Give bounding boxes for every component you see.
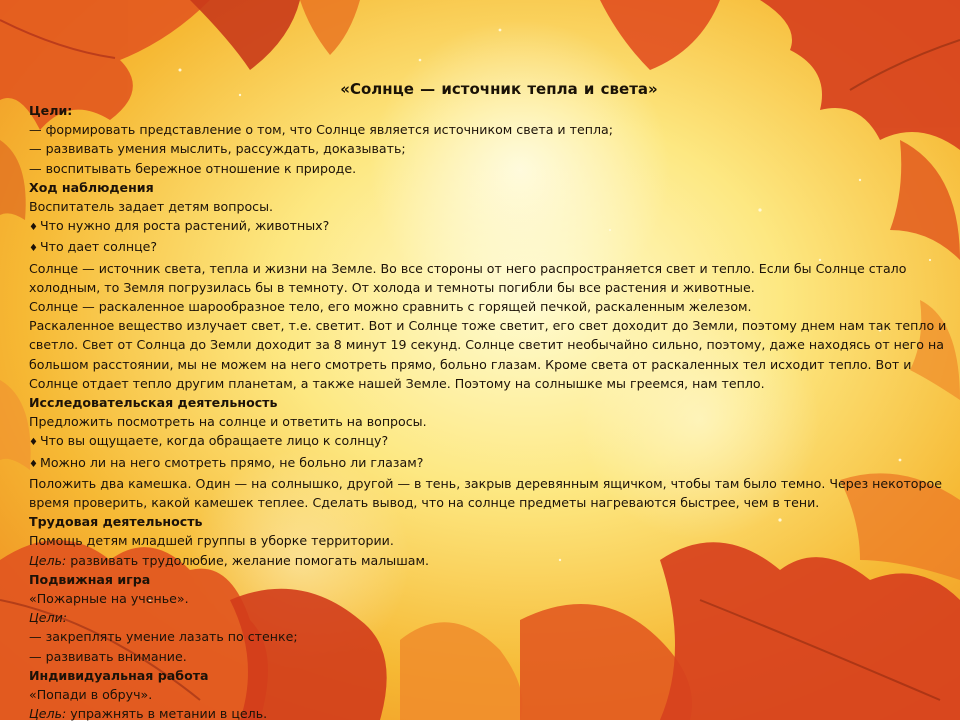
research-heading: Исследовательская деятельность (29, 395, 278, 411)
observation-paragraph: Раскаленное вещество излучает свет, т.е. светит. Вот и Солнце тоже светит, его свет доходит до Земли, поэтому днем нам так тепло и светло. Свет от Солнца до Земли доходит за 8 минут 19 секунд. Солнце светит необычайно сильно, поэтому, даже находясь от него на большом расстоянии, мы не можем на него смотреть прямо, больно глазам. Кроме света от раскаленных тел исходит тепло. Вот и Солнце отдает тепло другим планетам, а также нашей Земле. Поэтому на солнышке мы греемся, нам тепло. (29, 318, 947, 391)
goal-text: упражнять в метании в цель. (66, 706, 268, 722)
observation-question (29, 216, 949, 237)
research-question (29, 431, 949, 452)
individual-heading: Индивидуальная работа (29, 667, 209, 683)
observation-paragraph: Солнце — источник света, тепла и жизни на Земле. Во все стороны от него распространяется свет и тепло. Если бы Солнце стало холодным, то Земля погрузилась бы в темноту. От холода и темноты погибли бы все растения и животные. (29, 260, 907, 295)
goal-label: Цель: (29, 552, 67, 568)
goal-text: развивать трудолюбие, желание помогать малышам. (66, 552, 429, 568)
diamond-bullet-icon: ♦ (29, 222, 38, 234)
diamond-bullet-icon: ♦ (29, 458, 38, 470)
labor-heading: Трудовая деятельность (29, 514, 203, 530)
game-goals-label: Цели: (29, 610, 68, 626)
question-text: Что нужно для роста растений, животных? (39, 218, 330, 234)
observation-intro: Воспитатель задает детям вопросы. (29, 199, 274, 215)
observation-question (29, 237, 949, 258)
document-body (29, 80, 949, 724)
goals-heading: Цели: (29, 103, 73, 118)
diamond-bullet-icon: ♦ (29, 437, 38, 449)
observation-heading: Ход наблюдения (29, 179, 154, 195)
game-goal-item: — закреплять умение лазать по стенке; (29, 629, 298, 645)
research-intro: Предложить посмотреть на солнце и ответить на вопросы. (29, 414, 427, 430)
research-paragraph: Положить два камешка. Один — на солнышко, другой — в тень, закрыв деревянным ящичком, чтобы там было темно. Через некоторое время проверить, какой камешек теплее. Сделать вывод, что на солнце предметы нагреваются быстрее, чем в тени. (29, 475, 942, 511)
page-title: «Солнце — источник тепла и света» (340, 80, 658, 98)
diamond-bullet-icon: ♦ (29, 243, 38, 255)
game-name: «Пожарные на ученье». (29, 591, 189, 607)
question-text: Можно ли на него смотреть прямо, не больно ли глазам? (39, 454, 424, 470)
goal-item: — развивать умения мыслить, рассуждать, доказывать; (29, 141, 406, 157)
game-goal-item: — развивать внимание. (29, 648, 187, 664)
goal-item: — воспитывать бережное отношение к природе. (29, 160, 357, 176)
goal-item: — формировать представление о том, что Солнце является источником света и тепла; (29, 122, 613, 138)
observation-paragraph: Солнце — раскаленное шарообразное тело, его можно сравнить с горящей печкой, раскаленным железом. (29, 299, 752, 315)
labor-text: Помощь детям младшей группы в уборке территории. (29, 533, 394, 549)
question-text: Что дает солнце? (39, 239, 158, 255)
labor-goal (29, 551, 949, 570)
goal-label: Цель: (29, 706, 67, 722)
question-text: Что вы ощущаете, когда обращаете лицо к солнцу? (39, 433, 389, 449)
individual-goal (29, 704, 949, 723)
research-question (29, 453, 949, 474)
game-heading: Подвижная игра (29, 571, 151, 587)
individual-name: «Попади в обруч». (29, 687, 153, 703)
